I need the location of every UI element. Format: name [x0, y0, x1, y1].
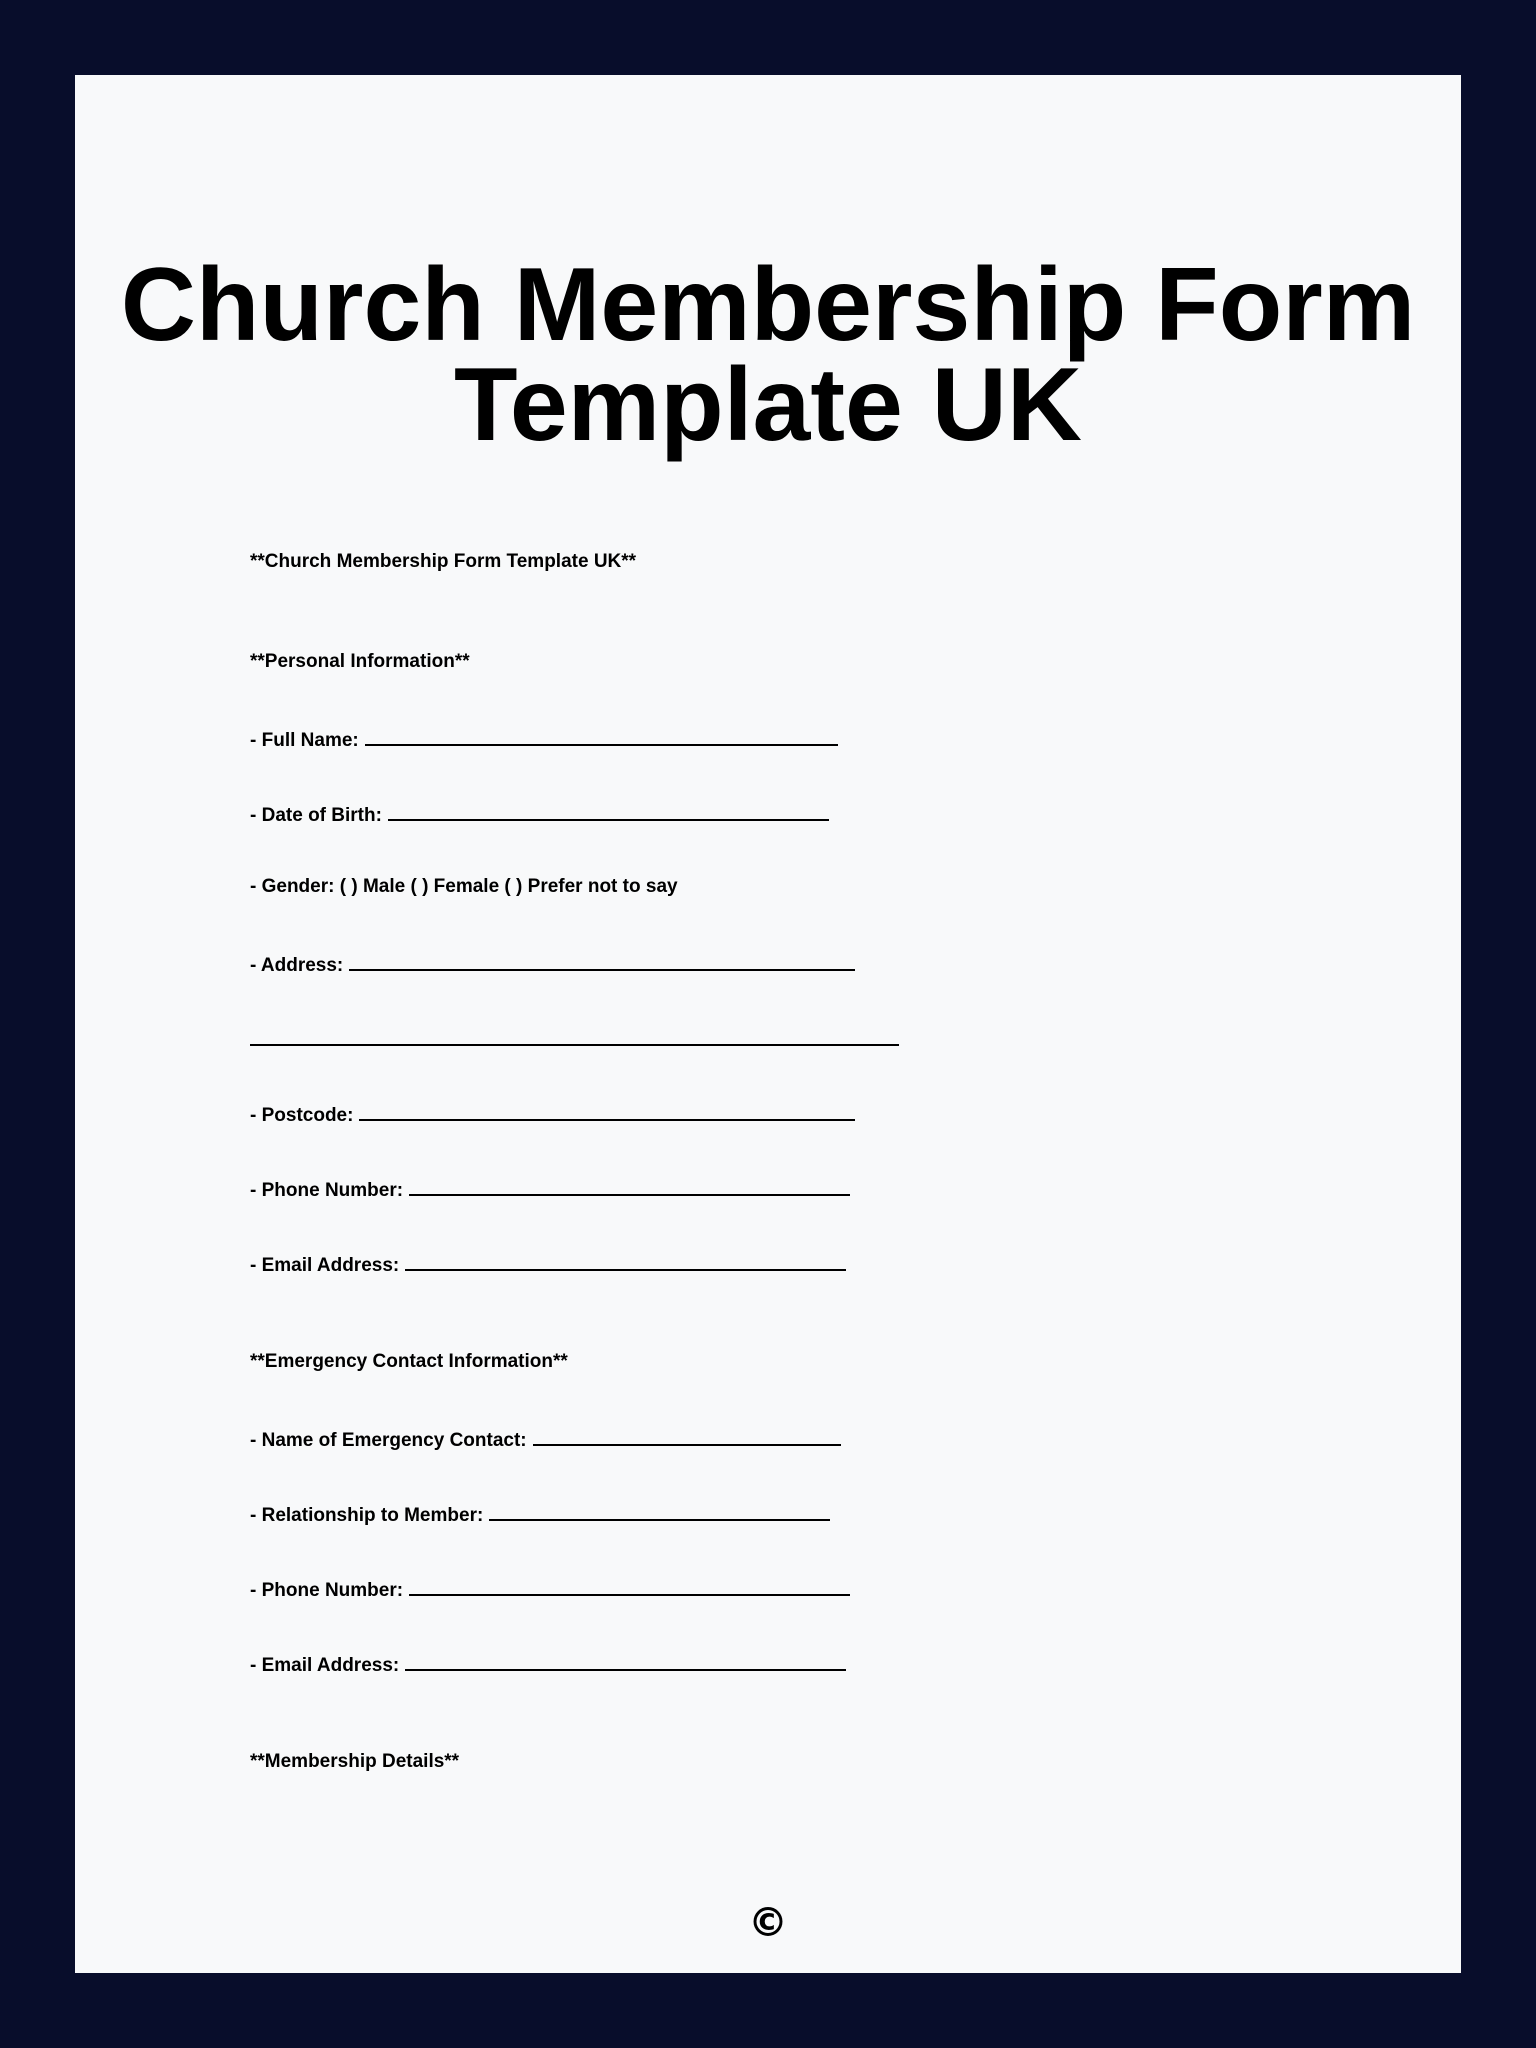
section-heading-personal: **Personal Information**: [250, 651, 470, 672]
email-address-blank-line[interactable]: [405, 1251, 846, 1271]
field-label-email-address: - Email Address:: [250, 1255, 400, 1276]
field-label-full-name: - Full Name:: [250, 730, 359, 751]
section-heading-membership: **Membership Details**: [250, 1751, 460, 1772]
field-emergency-contact-name: [250, 1426, 841, 1452]
field-emergency-email-address: [250, 1651, 846, 1677]
document-page: [75, 75, 1461, 1973]
field-phone-number: [250, 1176, 850, 1202]
copyright-icon: ©: [748, 1900, 788, 1946]
field-label-date-of-birth: - Date of Birth:: [250, 805, 382, 826]
address-line-2-blank[interactable]: [250, 1026, 899, 1046]
field-label-emergency-email-address: - Email Address:: [250, 1655, 400, 1676]
field-emergency-phone-number: [250, 1576, 850, 1602]
field-address: [250, 951, 855, 977]
address-second-line: [250, 1026, 899, 1052]
document-title: Church Membership Form Template UK: [120, 247, 1416, 463]
phone-number-blank-line[interactable]: [409, 1176, 850, 1196]
field-relationship-to-member: [250, 1501, 830, 1527]
section-heading-emergency: **Emergency Contact Information**: [250, 1351, 568, 1372]
field-label-postcode: - Postcode:: [250, 1105, 354, 1126]
full-name-blank-line[interactable]: [365, 726, 838, 746]
emergency-email-blank-line[interactable]: [405, 1651, 846, 1671]
field-label-emergency-contact-name: - Name of Emergency Contact:: [250, 1430, 527, 1451]
field-label-relationship-to-member: - Relationship to Member:: [250, 1505, 484, 1526]
postcode-blank-line[interactable]: [359, 1101, 855, 1121]
field-postcode: [250, 1101, 855, 1127]
field-gender: - Gender: ( ) Male ( ) Female ( ) Prefer not to say: [250, 876, 678, 897]
emergency-phone-blank-line[interactable]: [409, 1576, 850, 1596]
field-full-name: [250, 726, 838, 752]
field-date-of-birth: [250, 801, 829, 827]
field-label-address: - Address:: [250, 955, 344, 976]
field-email-address: [250, 1251, 846, 1277]
form-subtitle: **Church Membership Form Template UK**: [250, 551, 637, 572]
emergency-contact-name-blank-line[interactable]: [533, 1426, 841, 1446]
date-of-birth-blank-line[interactable]: [388, 801, 829, 821]
address-blank-line[interactable]: [349, 951, 855, 971]
field-label-phone-number: - Phone Number:: [250, 1180, 404, 1201]
field-label-emergency-phone-number: - Phone Number:: [250, 1580, 404, 1601]
relationship-blank-line[interactable]: [489, 1501, 830, 1521]
